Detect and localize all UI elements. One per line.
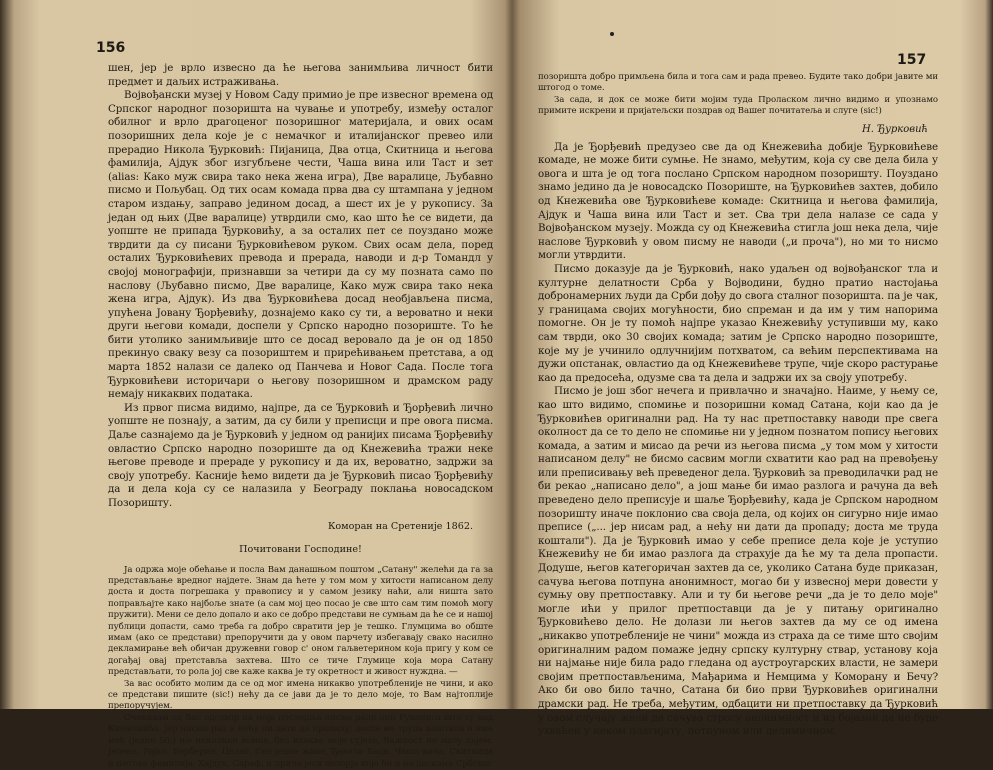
- letter-paragraph: За вас особито молим да се од мог имена никакво употребленије не чини, и ако се представи пишите (sic!) нећу да се јави да је то дело моје, то Вам најтоплије препоручујем.: [108, 678, 493, 712]
- left-text-column: [108, 62, 493, 769]
- letter-paragraph: Очекивам од Вас одговор на моја последња писма ради они Рукописа што су код Кнежевића, јер нисам рад а нећу ни дати да пропаду; доста ме труда коштала и има мећ (једно 50:) ње неколико вомна, без икакве моје сујете, Важност не малу дајем. Јелена, Рајко, Берберин, Целат, Сен једне живе, Ђаволи Баци, Чаша вина, Скитница и његова фамилија, Хајдук, Сараф, и прича јеси позорја која би и на даскама Србског: [108, 712, 493, 769]
- page-number-left: 156: [96, 40, 126, 56]
- letter-paragraph: позоришта добро примљена била и тога сам и рада превео. Будите тако добри јавите ми штогод о томе.: [538, 72, 938, 94]
- letter-continuation: [538, 72, 938, 118]
- letter-paragraph: За сада, и док се може бити мојим туда Проласком лично видимо и упознамо примите искрени и пријатељски поздрав од Вашег почитатеља и слуге (sic!): [538, 94, 938, 117]
- paragraph: шен, јер је врло извесно да ће његова занимљива личност бити предмет и даљих истраживања.: [108, 62, 493, 88]
- letter-date: Коморан на Сретеније 1862.: [327, 520, 473, 532]
- paragraph: Писмо доказује да је Ђурковић, нако удаљен од војвођанског тла и културне делатности Срба у Војводини, будно пратио настојања добронамерних људи да Срби дођу до свога сталног позоришта. па је чак, у границама својих могућности, био спреман и да им у тим напорима помогне. Он је ту помоћ најпре указао Кнежевићу уступивши му, како сам тврди, око 30 својих комада; затим је Српско народно позориште, које му је учинило одлучнијим потхватом, са већим перспективама на дужи опстанак, овластио да од Кнежевићеве трупе, чије скоро растурање као да предосећа, одузме сва та дела и задржи их за своју употребу.: [538, 262, 938, 384]
- paragraph: Војвођански музеј у Новом Саду примио је пре извесног времена од Српског народног позоришта на чување и употребу, између осталог обилног и врло драгоценог позоришног материјала, и ових осам позоришних дела које је с немачког и италијанског превео или прерадио Никола Ђурковић: Пијаница, Два отца, Скитница и његова фамилија, Ајдук због изгубљене чести, Чаша вина или Таст и зет (alias: Како муж свира тако нека жена игра), Две варалице, Љубавно писмо и Пољубац. Од тих осам комада прва два су штампана у једном старом издању, заправо једином досад, а шест их је у рукопису. За један од њих (Две варалице) утврдили смо, као што ће се видети, да уопште не припада Ђурковићу, а за осталих пет се поуздано може тврдити да су писани Ђурковићевом руком. Свих осам дела, поред осталих Ђурковићевих превода и прерада, наводи и д-р Томандл у својој монографији, признавши за четири да су му позната само по наслову (Љубавно писмо, Две варалице, Како муж свира тако нека жена игра, Ајдук). Из два Ђурковићева досад необјављена писма, упућена Јовану Ђорђевићу, дознајемо како су ти, а вероватно и неки други његови комади, доспели у Српско народно позориште. То ће бити утолико занимљивије што се досад веровало да је он од 1850 прекинуо сваку везу са позориштем и прирећивањем претстава, а од марта 1852 налази се далеко од Панчева и Новог Сада. После тога Ђурковићеви историчари о његову позоришном и драмском раду немају никаквих података.: [108, 89, 493, 401]
- letter-signature: Н. Ђурковић: [862, 123, 928, 135]
- letter-paragraph: Ја одржа моје обећање и посла Вам данашњом поштом „Сатану" желећи да га за представљање вредног најдете. Знам да ћете у том мом у хитости написаном делу доста и доста погрешака у правопису и у самом језику наћи, али ништа зато поправљајте како најбоље знате (а сам мој цео посао је све што сам тим помоћ могу пружити). Мени се дело допало и ако се добро представи не сумњам да ће се и нашој публици допасти, само треба га добро свратити јер је тешко. Глумцима во обште имам (ако се представи) препоручити да у овом парчету избегавају свако насилно декламирање већ обичан дружевни говор с' оном гаљветерином која пригу у ком се догађај овај претставља захтева. Што се тиче Глумице која мора Сатану представљати, то рола јој све каже каква је ту окретност и живост нуждна. —: [108, 564, 493, 678]
- paragraph: Да је Ђорђевић предузео све да од Кнежевића добије Ђурковићеве комаде, не може бити сумње. Не знамо, међутим, која су све дела била у овога и шта је од тога послано Српском народном позоришту. Поуздано знамо једино да је новосадско Позориште, на Ђурковићев захтев, добило од Кнежевића ове Ђурковићеве комаде: Скитница и његова фамилија, Ајдук и Чаша вина или Таст и зет. Сва три дела налазе се сада у Војвођанском музеју. Можда су од Кнежевића стигла још нека дела, чије наслове Ђурковић у овом писму не наводи („и проча"), но ми то нисмо могли утврдити.: [538, 140, 938, 262]
- paragraph: Из првог писма видимо, најпре, да се Ђурковић и Ђорђевић лично уопште не познају, а затим, да су били у преписци и пре овога писма. Даље сазнајемо да је Ђурковић у једном од ранијих писама Ђорђевићу овластио Српско народно позориште да од Кнежевића тражи неке његове преводе и прераде у рукопису и да их, вероватно, задржи за своју употребу. Касније ћемо видети да је Ђурковић писао Ђорђевићу да и дела која су се налазила у Београду поклања новосадском Позоришту.: [108, 401, 493, 509]
- right-page: [512, 0, 993, 738]
- letter-body: [108, 565, 493, 770]
- letter-salutation: Почитовани Господине!: [239, 543, 362, 555]
- page-number-right: 157: [897, 52, 927, 68]
- right-text-column: [538, 72, 938, 738]
- paragraph: Писмо је још због нечега и привлачно и значајно. Наиме, у њему се, као што видимо, спомиње и позоришни комад Сатана, који као да је Ђурковићев оригинални рад. На ту нас претпоставку наводи пре свега околност да се то дело не спомиње ни у једном познатом попису његових комада, а затим и мисао да речи из његова писма „у том мом у хитости написаном делу" не бисмо сасвим могли схватити као рад на превођењу или преписивању већ преведеног дела. Ђурковић за преводилачки рад не би рекао „написано дело", а још мање би имао разлога и рачуна да већ преведено дело преписује и шаље Ђорђевићу, када је Српском народном позоришту иначе поклонио сва своја дела, од којих он сигурно није имао преписе („... јер нисам рад, а нећу ни дати да пропаду; доста ме труда коштали"). Да је Ђурковић имао у себе преписе дела које је уступио Кнежевићу не би имао разлога да страхује да ће му та дела пропасти. Додуше, његов категоричан захтев да се, уколико Сатана буде приказан, сачува његова потпуна анонимност, могао би у извесној мери довести у сумњу ову претпоставку. Али и ту би његове речи „да је то дело моје" могле ићи у прилог претпоставци да је у питању оригинално Ђурковићево дело. Не долази ли његов захтев да му се од имена „никакво употребленије не чини" можда из страха да се тиме што својим оригиналним радом помаже једну српску културну ствар, установу која ни најмање није била радо гледана од аустроугарских власти, не замери својим претпостављенима, Мађарима и Немцима у Коморану и Бечу? Ако би ово било тачно, Сатана би био први Ђурковићев оригинални драмски рад. Не треба, међутим, одбацити ни претпоставку да Ђурковић у овом случају жели да сачува строгу анонимност и из бојазни да не буде ухваћен у неком плагијату, потпуном или делимичном.: [538, 385, 938, 738]
